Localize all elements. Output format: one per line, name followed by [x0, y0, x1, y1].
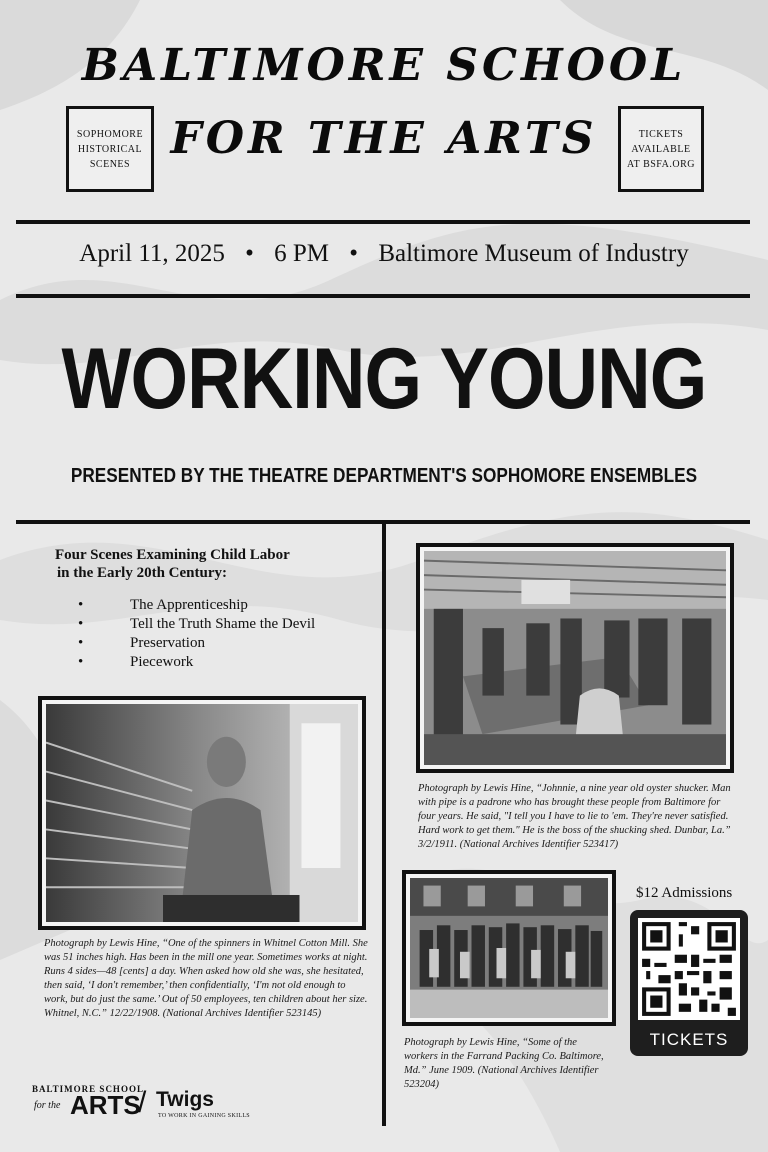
event-venue: Baltimore Museum of Industry	[378, 240, 689, 267]
logo-twigs: Twigs	[156, 1088, 214, 1111]
list-item: • Piecework	[78, 654, 194, 670]
scenes-heading-line-2: in the Early 20th Century:	[57, 565, 227, 581]
event-date: April 11, 2025	[79, 240, 225, 267]
logo-twigs-tagline: TO WORK IN GAINING SKILLS	[158, 1113, 250, 1119]
scene-list	[78, 596, 378, 672]
packing-photo-caption: Photograph by Lewis Hine, “Some of the workers in the Farrand Packing Co. Baltimore, Md.” June 1909. (National Archives Identifier 523204)	[404, 1037, 604, 1090]
photo-image	[410, 878, 608, 1018]
qr-tickets-label: TICKETS	[649, 1030, 729, 1049]
admission-price: $12 Admissions	[636, 885, 733, 901]
qr-code-icon	[638, 918, 740, 1020]
box-right-line-3: AT BSFA.ORG	[627, 158, 695, 170]
box-right-line-1: TICKETS	[638, 128, 684, 140]
box-left-line-1: SOPHOMORE	[76, 128, 144, 140]
oyster-photo-caption: Photograph by Lewis Hine, “Johnnie, a nine year old oyster shucker. Man with pipe is a padrone who has brought these people from Baltimore for four years. He said, "I tell you I have to lie to 'em. They're never satisfied. Hard work to get them." He is the boss of the shucking shed. Dunbar, La.” 3/2/1911. (National Archives Identifier 523417)	[418, 783, 731, 850]
box-right-line-2: AVAILABLE	[631, 143, 691, 155]
scenes-heading-line-1: Four Scenes Examining Child Labor	[55, 547, 290, 563]
spinner-photo-caption: Photograph by Lewis Hine, “One of the spinners in Whitnel Cotton Mill. She was 51 inches high. Has been in the mill one year. Sometimes works at night. Runs 4 sides—48 [cents] a day. When asked how old she was, she hesitated, then said, ‘I don't remember,’ then confidentially, ‘I'm not old enough to work, but do just the same.’ Out of 50 employees, ten children about her size. Whitnel, N.C.” 12/22/1908. (National Archives Identifier 523145)	[44, 938, 368, 1019]
scenes-heading	[55, 546, 365, 582]
list-item: • Preservation	[78, 635, 205, 651]
show-title: WORKING YOUNG	[61, 331, 707, 427]
packing-workers-photo	[402, 870, 616, 1026]
spinner-girl-photo	[38, 696, 366, 930]
logo-for-the: for the	[34, 1100, 61, 1111]
separator: •	[245, 240, 254, 267]
school-name-line-2: FOR THE ARTS	[170, 113, 598, 164]
divider-top	[16, 220, 750, 224]
school-name-line-1: BALTIMORE SCHOOL	[81, 40, 687, 91]
photo-image	[424, 551, 726, 765]
separator: •	[349, 240, 359, 267]
column-divider	[382, 522, 386, 1126]
divider-middle	[16, 294, 750, 298]
school-logo	[32, 1082, 292, 1124]
logo-arts: ARTS	[70, 1090, 141, 1120]
event-details	[0, 240, 768, 268]
list-item: • The Apprenticeship	[78, 597, 248, 613]
sophomore-scenes-box	[66, 106, 154, 192]
box-left-line-3: SCENES	[89, 158, 131, 170]
qr-code[interactable]	[638, 918, 740, 1020]
box-left-line-2: HISTORICAL	[77, 143, 143, 155]
logo-slash: /	[138, 1086, 147, 1119]
event-time: 6 PM	[274, 240, 330, 267]
tickets-info-box	[618, 106, 704, 192]
list-item: • Tell the Truth Shame the Devil	[78, 616, 316, 632]
logo-school-line: BALTIMORE SCHOOL	[32, 1084, 144, 1094]
photo-image	[46, 704, 358, 922]
oyster-shuckers-photo	[416, 543, 734, 773]
tickets-qr-card[interactable]	[630, 910, 748, 1056]
show-subtitle: PRESENTED BY THE THEATRE DEPARTMENT'S SOPHOMORE ENSEMBLES	[70, 465, 698, 487]
